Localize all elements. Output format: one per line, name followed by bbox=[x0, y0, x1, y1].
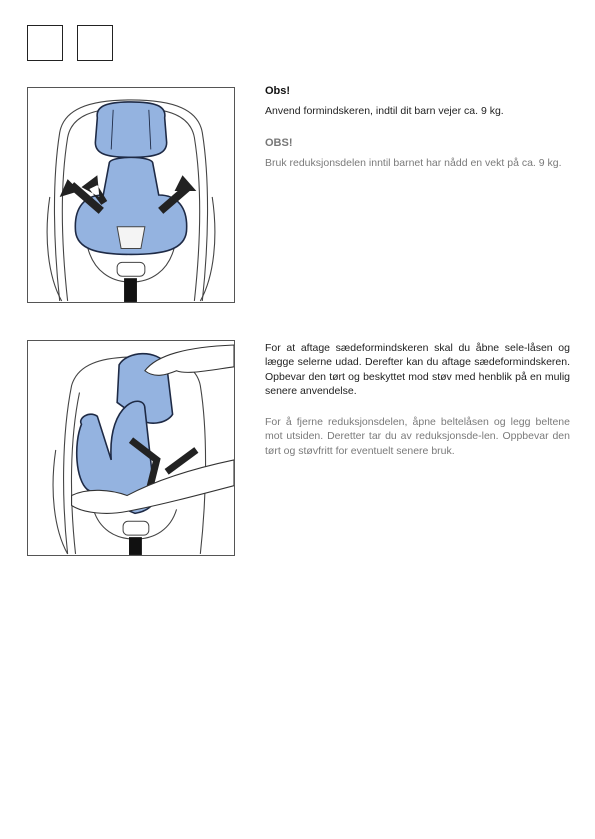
instruction-danish: For at aftage sædeformindskeren skal du åbne sele-låsen og lægge selerne udad. Derefter kan du aftage sædeformindskeren. Opbevar den tørt og beskyttet mod støv med henblik på en mulig senere anvendelse. bbox=[265, 342, 570, 397]
language-box-1 bbox=[27, 25, 63, 61]
figure-removing-insert bbox=[27, 340, 235, 556]
car-seat-illustration-2 bbox=[28, 341, 234, 555]
note-title-danish: Obs! bbox=[265, 85, 291, 97]
headrest-insert bbox=[95, 102, 166, 157]
note-body-danish: Anvend formindskeren, indtil dit barn vejer ca. 9 kg. bbox=[265, 105, 504, 117]
hand-top bbox=[145, 345, 234, 375]
instruction-norwegian: For å fjerne reduksjonsdelen, åpne beltelåsen og legg beltene mot utsiden. Deretter tar du av reduksjonsde-len. Oppbevar den tørt og støvfritt for eventuelt senere bruk. bbox=[265, 416, 570, 457]
language-box-2 bbox=[77, 25, 113, 61]
figure-insert-in-seat bbox=[27, 87, 235, 303]
note-title-norwegian: OBS! bbox=[265, 137, 293, 149]
car-seat-illustration-1 bbox=[28, 88, 234, 302]
note-body-norwegian: Bruk reduksjonsdelen inntil barnet har nådd en vekt på ca. 9 kg. bbox=[265, 157, 562, 169]
